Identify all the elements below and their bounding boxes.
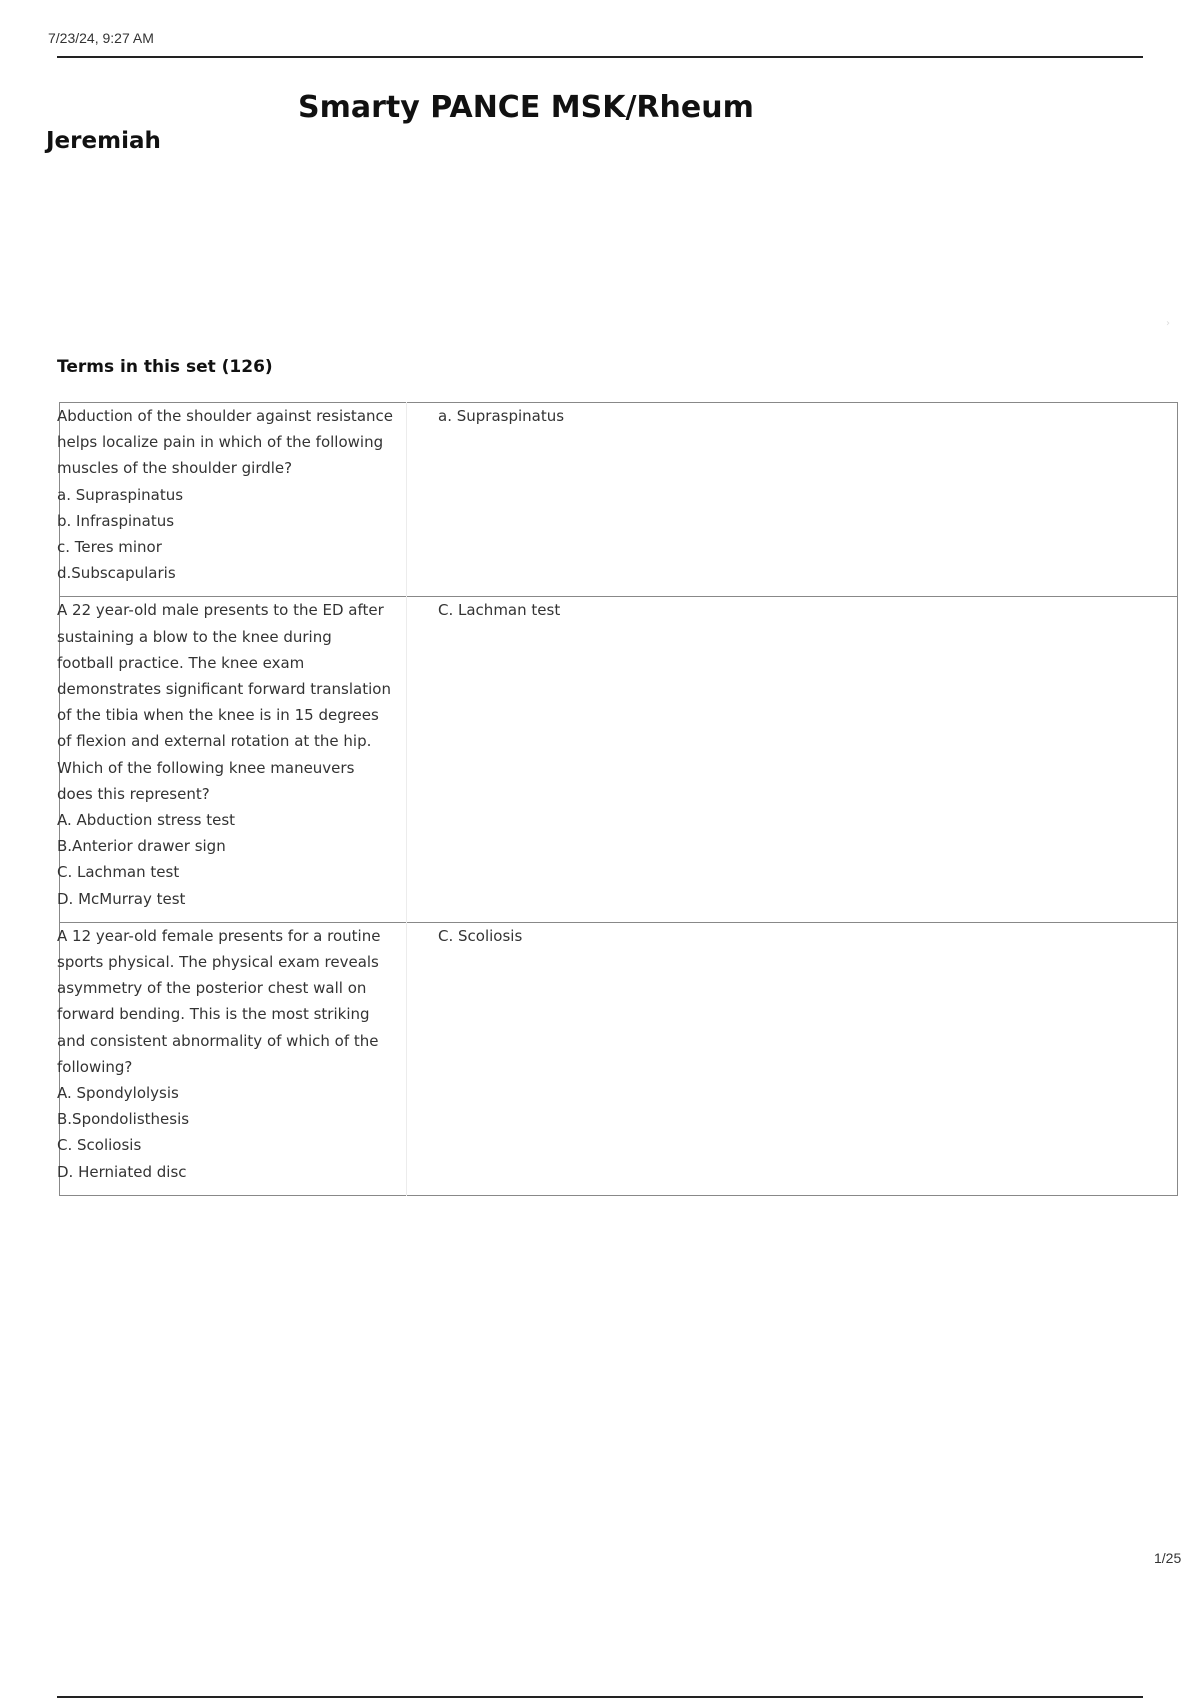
page-title: Smarty PANCE MSK/Rheum — [298, 90, 754, 125]
print-date: 7/23/24, 9:27 AM — [48, 30, 154, 46]
header-divider — [57, 56, 1143, 58]
term-cell — [57, 597, 407, 922]
scan-artifact: › — [1166, 318, 1170, 329]
term-text: A 22 year-old male presents to the ED after sustaining a blow to the knee during football practice. The knee exam demonstrates significant forward translation of the tibia when the knee is in 15 degrees of flexion and external rotation at the hip. Which of the following knee maneuvers does this represent? A. Abduction stress test B.Anterior drawer sign C. Lachman test D. McMurray test — [57, 601, 391, 908]
definition-text: C. Scoliosis — [438, 926, 523, 945]
table-row — [60, 403, 1178, 597]
definition-text: a. Supraspinatus — [438, 407, 565, 425]
term-text: Abduction of the shoulder against resistance helps localize pain in which of the following muscles of the shoulder girdle? a. Supraspinatus b. Infraspinatus c. Teres minor d.Subscapularis — [57, 407, 393, 583]
definition-cell — [407, 403, 1178, 597]
definition-text: C. Lachman test — [438, 601, 561, 620]
terms-table — [59, 402, 1178, 1196]
footer-divider — [57, 1696, 1143, 1698]
term-cell — [57, 403, 407, 597]
author-name: Jeremiah — [46, 128, 161, 154]
terms-count-heading: Terms in this set (126) — [57, 357, 273, 377]
page-number: 1/25 — [1154, 1550, 1182, 1566]
table-row — [60, 922, 1178, 1195]
term-text: A 12 year-old female presents for a routine sports physical. The physical exam reveals asymmetry of the posterior chest wall on forward bending. This is the most striking and consistent abnormality of which of the following? A. Spondylolysis B.Spondolisthesis C. Scoliosis D. Herniated disc — [57, 926, 381, 1181]
definition-cell — [407, 597, 1178, 922]
table-row — [60, 597, 1178, 922]
definition-cell — [407, 922, 1178, 1195]
term-cell — [57, 922, 407, 1195]
